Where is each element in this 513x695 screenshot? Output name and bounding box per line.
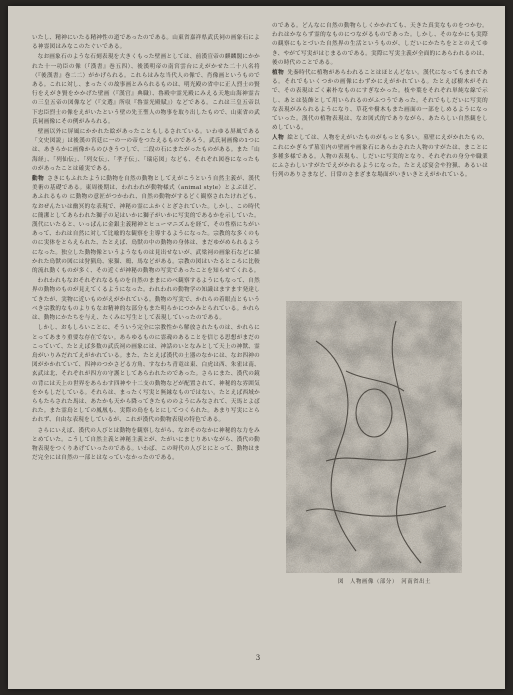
left-text-column	[32, 34, 260, 666]
paragraph: なお画象石のような石刻表現を大きくもった壁画としては、前漢宣帝の麒麟閣にかかれた十一功臣の像（『漢書』巻五四）、後漢明帝の南宮雲台にえがかせた二十八名将（『後漢書』巻二二）がかげられる。これらはみな当代人の像で、肖像画というものである。これに対し、まったくの故事画とみられるものは、明光殿の省中に正人烈士の賢行をえがき賢をかかげた壁画（『漢官』典職）、魯殿中霊光殿にみえる天地山海神霊古の三皇五帝の図像など（『文選』所収『魯霊光殿賦』）などである。これは三皇五帝以下忠臣烈士の像をえがいたという壁の先王聖人の物事を取り出したもので、山東省の武氏祠画像にその例がみられる。	[32, 54, 260, 125]
paragraph-text: さきにもふれたように動物を自然の動物としてえがこうという自然主義が、漢代美術の基礎である。東周後期は、われわれが動物様式（animal style）とよぶほど、あふれるもの に動物の意匠がつかわれ、自然の動物がするどく観察されたけれども、なおぜんたいは幽冥的な表現で、神秘の霊にふかくとざされていた。しかし、この時代に簡潔としてあらわれた獅子の足はいかに獅子がいかに写実的であるかを示していた。漢代にいたると、いっぱんに金銀主義精神とヒューマニズムを経て、その性格にちがいあって、われは自然に対して比喩的な観察を主導するようになった。宗教的な多くのものに実体をとらえられた、たとえば、鳥獣の中の動物の身体は、まだゆがめられるようになった。独立した動物像というようなものは見出せないが、武梁祠の画象石などに描かれた鳥獣の図には狩猟鳥、家猫、鶏、馬などがある。宗教の図はいたるところに比較的流れ動くものが多く、その近くが神秘の動物の写実であったことを知らせてくれる。	[32, 176, 260, 275]
paragraph: われわれもなおそれぞれなるものを自然のままにのべ観察するようにもなって、自然界の動物のものが見えてくるようになった。われわれの動物学の知識はますます発達してきたが、実物に近いものがえがかれている。動物の写実で、かれらの着眼点ともいうべき宗教的なものよりもなお精神的な部分もまた明らかにつかみとられている。かれらは、動物にかたちを与え、たくみに写生として表現していったのである。	[32, 278, 260, 322]
section-paragraph-animals	[32, 175, 260, 276]
paragraph: しかし、おもしろいことに、そういう完全に宗教性から解放されたものは、かれらにとってあまり重要な存在でない。あらゆるものに霊魂のあることを信じる思想がまだのこっていて、たとえば多数の武氏祠の画象には、神話のいとなみとして天上の神獣、霊鳥がいりみだれてえがかれている。また、たとえば漢代の土器のなかには、なお四神の図がかかれていて、四神のつかさどる方角、すなわち青竜は東、白虎は西、朱雀は南、玄武は北、それぞれが四方の守護としてあらわれたのであった。さらにまた、漢代の鏡の背には天上の世界をあらわす四神や十二支の動物などが配置されて、神秘的な雰囲気をかもしだしている。それらは、まったく写実と無縁なものではない。たとえば西域からもたらされた馬は、あたかも天から降ってきたもののようにみなされて、天馬とよばれた。また霊鳥としての鳳凰も、実際の鳥をもとにしてつくられた。あまり写実にとらわれず、自由な表現をしているが、これが漢代の動物表現の特色である。	[32, 325, 260, 424]
paragraph-text: 絵としては、人物をえがいたものがもっとも多い。墓壁にえがかれたもの、これにかぎらず墓室内の壁画や画象石にあらわされた人物のすがたは、まことに多種多様である。人物の表現も、しだいに写実的となり、それぞれの身分や職業にふさわしいすがたでえがかれるようになった。たとえば宴会や狩猟、あるいは行列のありさまなど、日常のさまざまな場面がいきいきとえがかれている。	[272, 135, 488, 179]
paragraph: のである。どんなに自然の動物らしくかかれても、天きた真実なものをつかむ。われはかならず霊的なものにつながるものであった。しかし、そのなかにも実際の観察にもとづいた自然界の生活というものが、しだいにかたちをととのえてゆき、やがて写実がはじまるのである。実際に写実主義が全面的にあらわれるのは、後の時代のことである。	[272, 23, 488, 66]
rubbing-texture	[286, 301, 462, 573]
paragraph: いたし、精神にいたる精神性の道であったのである。山東省嘉祥県武氏祠の画象石による神霊図はみなこのたぐいである。	[32, 35, 260, 51]
section-paragraph-figures	[272, 134, 488, 180]
paragraph-text: 先秦時代に植物があらわれることはほとんどない。漢代になってもまれである。それでもいくつかの画像にわずかにえがかれている。たとえば樹木がそれで、その表現はごく素朴なものにすぎなかった。枝や葉をそれぞれ単純な線で示し、あとは装飾として用いられるのがふつうであった。それでもしだいに写実的な表現がみられるようになり、草花や樹木もまた画面の一部をしめるようになっていった。漢代の植物表現は、なお図式的でありながら、あたらしい自然観をしめしている。	[272, 70, 488, 132]
paragraph: 壁画以外に屏風にかかれた絵があったこともしるされている。いわゆる屏風である「文史図説」は後漢の宮廷に一の一の帝をつたえるものであろう。武氏祠画像の1つには、あきらかに画像からのひきうつしで、二段の石にまたがったものがある。また「山海経」、「列仙伝」、「列女伝」、「孝子伝」、「瑞応図」なども、それぞれ図巻になったものがあったことは確実である。	[32, 129, 260, 172]
rubbing-figure-image	[286, 301, 462, 573]
right-text-column	[272, 22, 488, 294]
section-heading-animals: 動物	[32, 176, 45, 183]
section-heading-plants: 植物	[272, 70, 285, 77]
paragraph: さらにいえば、漢代の人びとは動物を観察しながら、なおそのなかに神秘的な力をみとめていた。こうして自然主義と神秘主義とが、たがいにまじりあいながら、漢代の動物表現をつくりあげていったのである。いわば、この時代の人びとにとって、動物はまだ完全には自然の一部とはなっていなかったのである。	[32, 427, 260, 462]
section-heading-figures: 人物	[272, 135, 285, 142]
document-page	[8, 6, 505, 689]
figure-caption: 図 人物画像（部分） 河南省出土	[338, 579, 432, 585]
page-number: 3	[255, 654, 261, 662]
section-paragraph-plants	[272, 69, 488, 133]
